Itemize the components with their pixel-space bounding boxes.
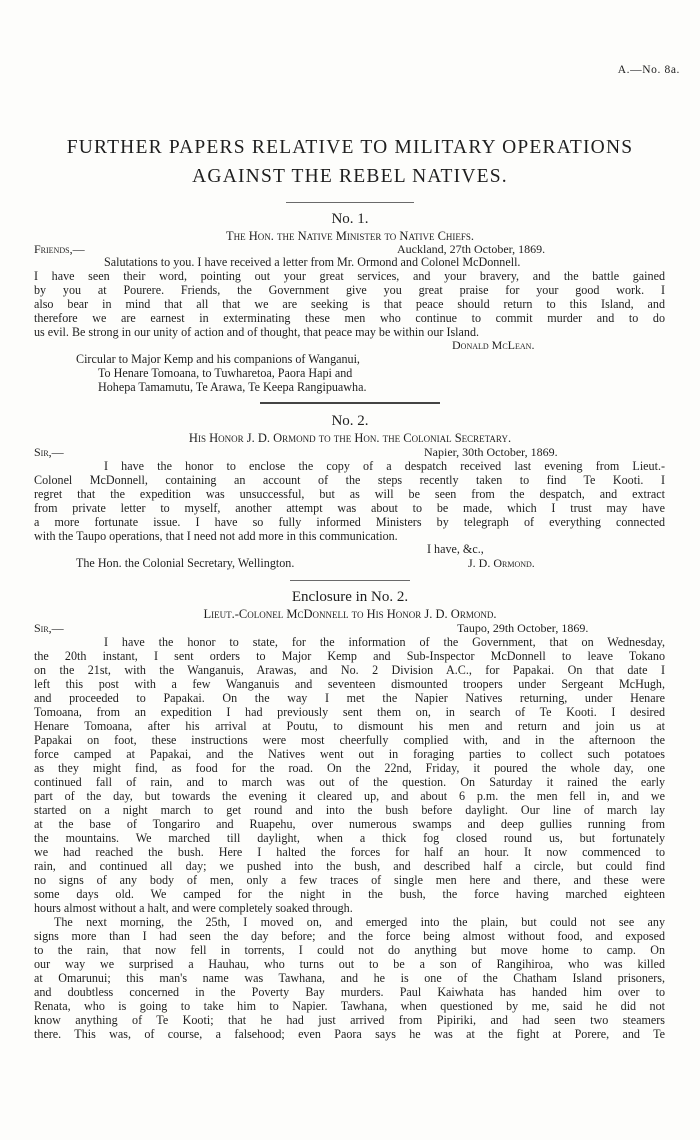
enclosure-body-line: the 20th instant, I sent orders to Major Kemp and Sub-Inspector McDonnell to leave Tokano (34, 649, 665, 663)
enclosure-body-line: there. This was, of course, a falsehood; even Paora says he was at the fight at Porere, and Te (34, 1027, 665, 1041)
document-title-line1: FURTHER PAPERS RELATIVE TO MILITARY OPERATIONS (66, 137, 634, 158)
no2-closing: I have, &c., (427, 542, 484, 556)
no1-body-line: also bear in mind that all that we are seeking is that peace should return to this Island, and (34, 297, 665, 311)
enclosure-body-line: continued fall of rain, and to march was out of the question. On Saturday it rained the early (34, 775, 665, 789)
no1-circular-line: Hohepa Tamamutu, Te Arawa, Te Keepa Rangipuawha. (98, 380, 367, 394)
no1-circular-line: Circular to Major Kemp and his companions of Wanganui, (76, 352, 360, 366)
enclosure-body-line: Henare Tomoana, after his arrival at Poutu, to dismount his men and return and join us at (34, 719, 665, 733)
no1-body-line: Salutations to you. I have received a letter from Mr. Ormond and Colonel McDonnell. (104, 255, 521, 269)
no2-heading: No. 2. (331, 413, 369, 429)
enclosure-body-line: our way we surprised a Hauhau, who turns out to be a son of Rangihiroa, who was killed (34, 957, 665, 971)
no2-salutation: Sir,— (34, 445, 64, 459)
no2-body-line: regret that the expedition was unsuccessful, but as will be seen from the despatch, and extract (34, 487, 665, 501)
enclosure-body-line: signs more than I had seen the day before; and the force being almost without food, and exposed (34, 929, 665, 943)
no2-from-to: His Honor J. D. Ormond to the Hon. the Colonial Secretary. (188, 431, 512, 445)
no1-body-line: us evil. Be strong in our unity of action and of thought, that peace may be within our Island. (34, 325, 480, 339)
enclosure-place-date: Taupo, 29th October, 1869. (457, 621, 589, 635)
enclosure-body-line: know anything of Te Kooti; that he had just arrived from Pipiriki, and had seen two steamers (34, 1013, 665, 1027)
enclosure-body-line: and proceeded to Papakai. On the way I met the Napier Natives returning, under Henare (34, 691, 665, 705)
enclosure-body-line: at Omarunui; this man's name was Tawhana, and he is one of the Chatham Island prisoners, (34, 971, 665, 985)
enclosure-body-line: force camped at Papakai, and the Natives went out in foraging parties to collect such potatoes (34, 747, 665, 761)
enclosure-body-line: the mountains. We marched till daylight, when a thick fog closed round us, but fortunately (34, 831, 665, 845)
no2-signature: J. D. Ormond. (468, 556, 535, 570)
no1-body-line: therefore we are earnest in exterminating these men who continue to commit murder and to do (34, 311, 665, 325)
enclosure-body-line: left this post with a few Wanganuis and seventeen dismounted troopers under Sergeant McHugh, (34, 677, 665, 691)
no1-body-line: by you at Pourere. Friends, the Government give you great praise for your good work. I (34, 283, 665, 297)
enclosure-body-line: on the 21st, with the Wanganuis, Arawas, and No. 2 Division A.C., for Papakai. On that date I (34, 663, 665, 677)
no2-body-line: from private letter to myself, another attempt was about to be made, which I trust may have (34, 501, 665, 515)
enclosure-body-line: no signs of any body of men, only a few traces of single men here and there, and these were (34, 873, 665, 887)
enclosure-body-line: Renata, who is going to take him to Napier. Tawhana, when questioned by me, said he did not (34, 999, 665, 1013)
enclosure-body-line: we had reached the bush. Here I halted the forces for half an hour. It now commenced to (34, 845, 665, 859)
section-divider (290, 580, 410, 581)
no1-body-line: I have seen their word, pointing out your great services, and your bravery, and the battle gained (34, 269, 665, 283)
enclosure-body-line: The next morning, the 25th, I moved on, and emerged into the plain, but could not see any (54, 915, 665, 929)
no2-addressee: The Hon. the Colonial Secretary, Wellington. (76, 556, 295, 570)
no1-place-date: Auckland, 27th October, 1869. (397, 242, 546, 256)
enclosure-body-line: started on a night march to get round and into the bush before daylight. Our line of march lay (34, 803, 665, 817)
enclosure-body-line: Papakai on foot, these instructions were most cheerfully complied with, and in the afternoon the (34, 733, 665, 747)
no1-signature: Donald McLean. (452, 338, 535, 352)
enclosure-body-line: I have the honor to state, for the information of the Government, that on Wednesday, (104, 635, 665, 649)
document-title-line2: AGAINST THE REBEL NATIVES. (192, 166, 508, 187)
no2-body-line: with the Taupo operations, that I need not add more in this communication. (34, 529, 398, 543)
enclosure-salutation: Sir,— (34, 621, 64, 635)
enclosure-heading: Enclosure in No. 2. (291, 589, 409, 605)
no1-circular-line: To Henare Tomoana, to Tuwharetoa, Paora Hapi and (98, 366, 353, 380)
enclosure-body-line: some days old. We camped for the night in the bush, the force having marched eighteen (34, 887, 665, 901)
no2-body-line: Colonel McDonnell, containing an account of the steps recently taken to find Te Kooti. I (34, 473, 665, 487)
no1-salutation: Friends,— (34, 242, 85, 256)
no2-place-date: Napier, 30th October, 1869. (424, 445, 558, 459)
enclosure-body-line: as they might find, as food for the road. On the 22nd, Friday, it poured the whole day, one (34, 761, 665, 775)
enclosure-body-line: at the base of Tongariro and Ruapehu, over numerous swamps and deep gullies running from (34, 817, 665, 831)
enclosure-body-line: rain, and continued all day; we pushed into the bush, and described half a circle, but could find (34, 859, 665, 873)
no1-from-to: The Hon. the Native Minister to Native Chiefs. (225, 229, 475, 243)
no1-heading: No. 1. (331, 211, 369, 227)
enclosure-body-line: part of the day, but towards the evening it cleared up, and about 6 p.m. the men fell in, and we (34, 789, 665, 803)
section-divider (260, 402, 440, 404)
enclosure-body-line: Tomoana, from an expedition I had previously sent them on, in search of Te Kooti. I desired (34, 705, 665, 719)
enclosure-body-line: and doubtless concerned in the Poverty Bay murders. Paul Kaiwhata has handed him over to (34, 985, 665, 999)
no2-body-line: I have the honor to enclose the copy of a despatch received last evening from Lieut.- (104, 459, 665, 473)
enclosure-body-line: to the rain, that now fell in torrents, I could not do anything but move home to camp. On (34, 943, 665, 957)
no2-body-line: a more fortunate issue. I have so fully informed Ministers by telegraph of everything connected (34, 515, 665, 529)
enclosure-body-line: hours almost without a halt, and were completely soaked through. (34, 901, 353, 915)
title-divider (286, 202, 414, 203)
document-reference: A.—No. 8a. (617, 64, 680, 76)
enclosure-from-to: Lieut.-Colonel McDonnell to His Honor J. D. Ormond. (203, 607, 497, 621)
